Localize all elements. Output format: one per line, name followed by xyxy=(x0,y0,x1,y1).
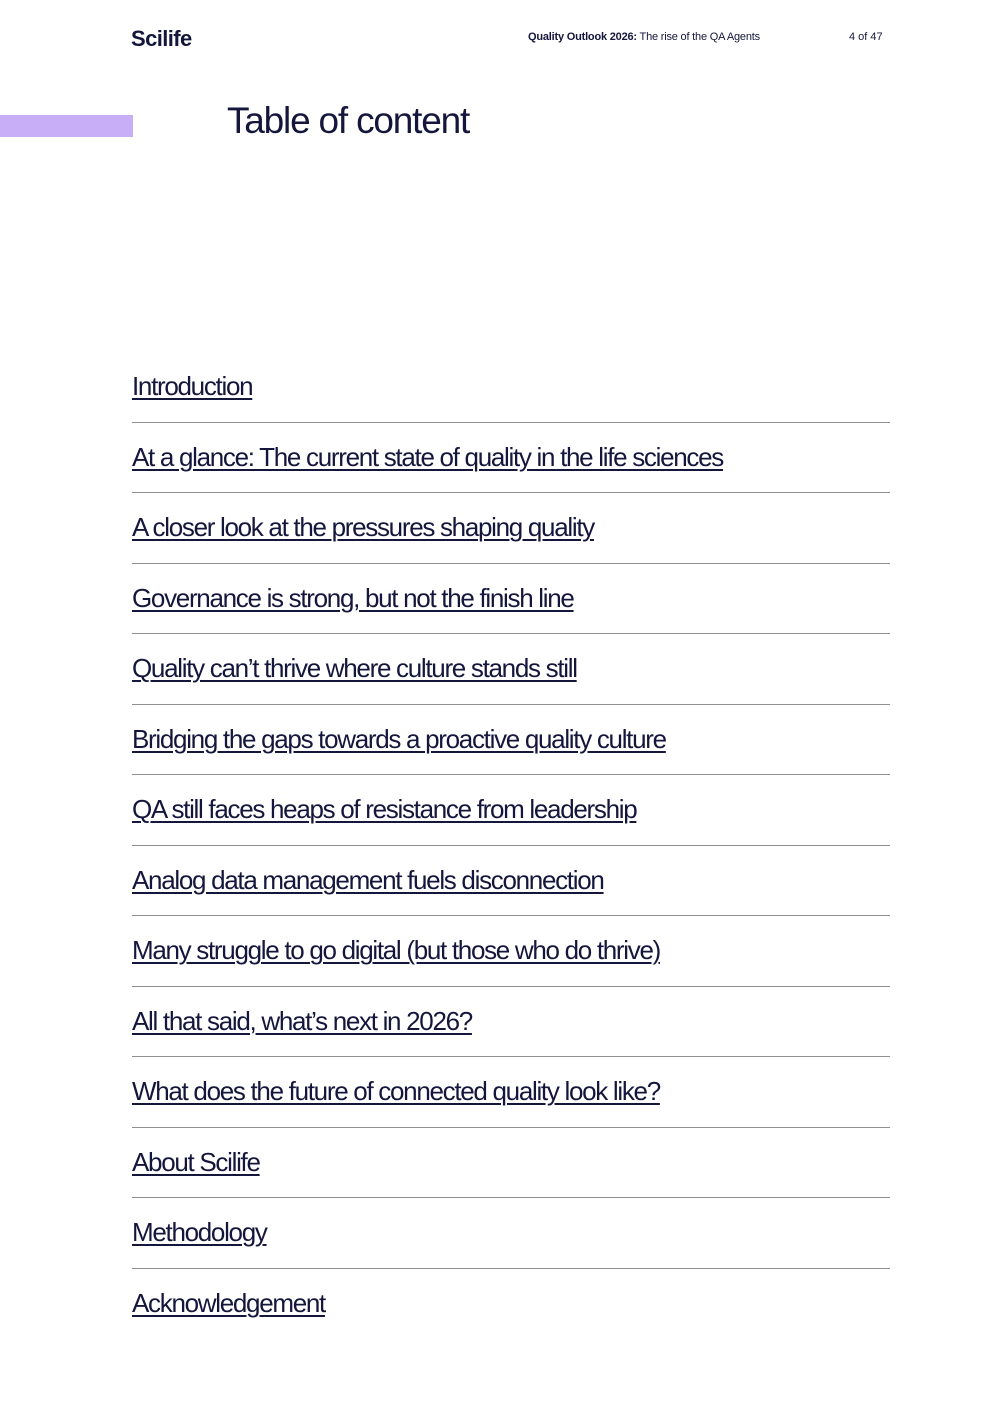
toc-link-at-a-glance[interactable]: At a glance: The current state of quality in the life sciences xyxy=(132,441,723,472)
toc-item xyxy=(132,423,890,494)
toc-item xyxy=(132,1198,890,1269)
toc-link-governance[interactable]: Governance is strong, but not the finish line xyxy=(132,582,574,613)
toc-item xyxy=(132,846,890,917)
toc-link-acknowledgement[interactable]: Acknowledgement xyxy=(132,1288,325,1319)
toc-link-culture[interactable]: Quality can’t thrive where culture stands still xyxy=(132,653,577,684)
toc-item xyxy=(132,1057,890,1128)
toc-link-methodology[interactable]: Methodology xyxy=(132,1217,267,1248)
report-title xyxy=(528,31,760,43)
toc-link-bridging-gaps[interactable]: Bridging the gaps towards a proactive quality culture xyxy=(132,723,666,754)
report-title-bold: Quality Outlook 2026: xyxy=(528,31,637,43)
toc-item xyxy=(132,493,890,564)
page-number: 4 of 47 xyxy=(849,31,883,43)
toc-item xyxy=(132,1128,890,1199)
accent-bar xyxy=(0,115,133,137)
toc-link-introduction[interactable]: Introduction xyxy=(132,371,253,402)
toc-item xyxy=(132,705,890,776)
toc-link-about-scilife[interactable]: About Scilife xyxy=(132,1146,260,1177)
toc-link-whats-next-2026[interactable]: All that said, what’s next in 2026? xyxy=(132,1005,472,1036)
toc-item xyxy=(132,775,890,846)
toc-item xyxy=(132,564,890,635)
table-of-contents xyxy=(132,352,890,1339)
toc-item xyxy=(132,352,890,423)
toc-link-analog-data[interactable]: Analog data management fuels disconnection xyxy=(132,864,604,895)
page-title: Table of content xyxy=(227,100,470,141)
toc-link-go-digital[interactable]: Many struggle to go digital (but those who do thrive) xyxy=(132,935,660,966)
toc-link-leadership-resistance[interactable]: QA still faces heaps of resistance from leadership xyxy=(132,794,637,825)
toc-item xyxy=(132,987,890,1058)
toc-link-pressures-shaping-quality[interactable]: A closer look at the pressures shaping quality xyxy=(132,512,594,543)
toc-item xyxy=(132,634,890,705)
toc-item xyxy=(132,916,890,987)
toc-item xyxy=(132,1269,890,1340)
toc-link-future-connected-quality[interactable]: What does the future of connected quality look like? xyxy=(132,1076,660,1107)
report-title-subtitle: The rise of the QA Agents xyxy=(636,31,760,43)
scilife-logo: Scilife xyxy=(131,26,192,51)
